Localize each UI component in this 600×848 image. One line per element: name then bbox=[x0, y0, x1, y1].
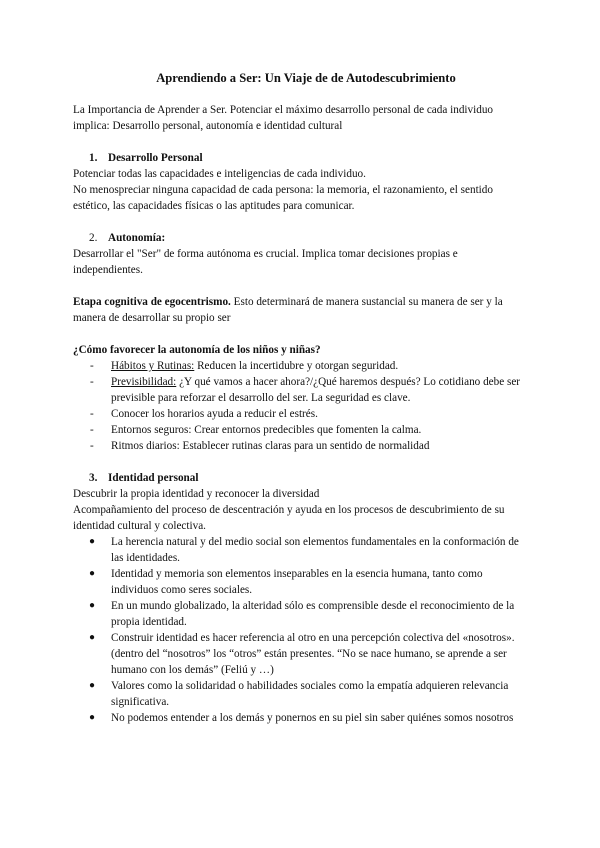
list-item-text: ¿Y qué vamos a hacer ahora?/¿Qué haremos después? Lo cotidiano debe ser previsible para reforzar el desarrollo del ser. La seguridad es clave. bbox=[111, 376, 521, 404]
list-item bbox=[73, 374, 529, 406]
list-item-lead: Hábitos y Rutinas: bbox=[111, 360, 195, 372]
stage-paragraph bbox=[73, 294, 529, 326]
bullet-icon: ● bbox=[89, 600, 96, 611]
section-1-number: 1. bbox=[89, 152, 98, 164]
list-item bbox=[73, 630, 529, 678]
list-item bbox=[73, 710, 529, 726]
list-item-text: Construir identidad es hacer referencia al otro en una percepción colectiva del «nosotros». (dentro del “nosotros” los “otros” están presentes. “No se nace humano, se aprende a ser humano con los demás” (Feliú y …) bbox=[111, 632, 515, 676]
list-item-text: Ritmos diarios: Establecer rutinas claras para un sentido de normalidad bbox=[111, 440, 430, 452]
section-3-number: 3. bbox=[89, 472, 98, 484]
list-item-text: Valores como la solidaridad o habilidades sociales como la empatía adquieren relevancia significativa. bbox=[111, 680, 509, 708]
section-3-title: Identidad personal bbox=[108, 472, 199, 484]
bullet-icon: ● bbox=[89, 568, 96, 579]
list-item bbox=[73, 406, 529, 422]
stage-text: Esto determinará de manera sustancial su manera de ser y la manera de desarrollar su propio ser bbox=[73, 296, 503, 324]
section-2-title: Autonomía: bbox=[108, 232, 166, 244]
list-item-text: No podemos entender a los demás y ponernos en su piel sin saber quiénes somos nosotros bbox=[111, 712, 514, 724]
bullet-icon: ● bbox=[89, 536, 96, 547]
list-item bbox=[73, 438, 529, 454]
section-1-paragraph: Potenciar todas las capacidades e inteligencias de cada individuo. bbox=[73, 168, 366, 180]
list-item bbox=[73, 534, 529, 566]
stage-bold: Etapa cognitiva de egocentrismo. bbox=[73, 296, 231, 308]
list-item-text: Identidad y memoria son elementos inseparables en la esencia humana, tanto como individuos como seres sociales. bbox=[111, 568, 483, 596]
list-item-lead: Previsibilidad: bbox=[111, 376, 177, 388]
autonomy-list bbox=[73, 358, 529, 454]
list-item bbox=[73, 358, 529, 374]
section-2-paragraph: Desarrollar el "Ser" de forma autónoma es crucial. Implica tomar decisiones propias e independientes. bbox=[73, 248, 458, 276]
list-item-text: Reducen la incertidubre y otorgan seguridad. bbox=[194, 360, 399, 372]
section-1-heading bbox=[73, 150, 529, 166]
bullet-icon: ● bbox=[89, 632, 96, 643]
identity-list bbox=[73, 534, 529, 726]
section-3-subtitle: Descubrir la propia identidad y reconocer la diversidad bbox=[73, 488, 320, 500]
list-item bbox=[73, 598, 529, 630]
section-2-number: 2. bbox=[89, 232, 98, 244]
bullet-icon: ● bbox=[89, 712, 96, 723]
list-item-text: Entornos seguros: Crear entornos predecibles que fomenten la calma. bbox=[111, 424, 422, 436]
list-item-text: La herencia natural y del medio social son elementos fundamentales en la conformación de las identidades. bbox=[111, 536, 519, 564]
bullet-icon: ● bbox=[89, 680, 96, 691]
section-3-paragraph: Acompañamiento del proceso de descentración y ayuda en los procesos de descubrimiento de su identidad cultural y colectiva. bbox=[73, 504, 505, 532]
list-item bbox=[73, 678, 529, 710]
autonomy-question: ¿Cómo favorecer la autonomía de los niños y niñas? bbox=[73, 344, 321, 356]
list-item bbox=[73, 422, 529, 438]
list-item bbox=[73, 566, 529, 598]
section-3-heading bbox=[73, 470, 529, 486]
list-item-text: En un mundo globalizado, la alteridad sólo es comprensible desde el reconocimiento de la propia identidad. bbox=[111, 600, 515, 628]
section-1-paragraph: No menospreciar ninguna capacidad de cada persona: la memoria, el razonamiento, el sentido estético, las capacidades físicas o las aptitudes para comunicar. bbox=[73, 184, 493, 212]
list-item-text: Conocer los horarios ayuda a reducir el estrés. bbox=[111, 408, 318, 420]
section-2-heading bbox=[73, 230, 529, 246]
document-title: Aprendiendo a Ser: Un Viaje de de Autodescubrimiento bbox=[156, 71, 456, 85]
document-page bbox=[73, 70, 529, 726]
intro-paragraph: La Importancia de Aprender a Ser. Potenciar el máximo desarrollo personal de cada individuo implica: Desarrollo personal, autonomía e identidad cultural bbox=[73, 104, 494, 132]
section-1-title: Desarrollo Personal bbox=[108, 152, 203, 164]
